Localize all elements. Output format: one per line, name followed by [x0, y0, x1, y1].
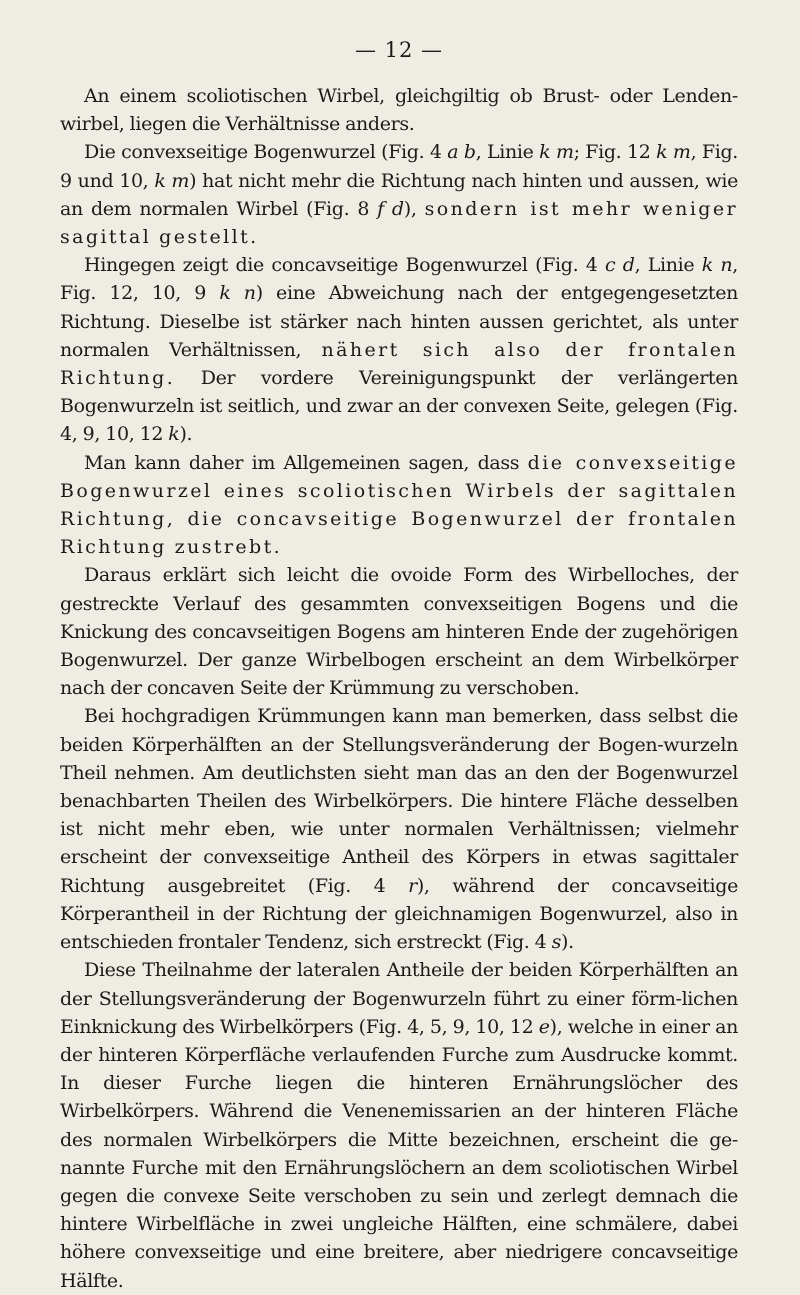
text-run: , Linie	[475, 141, 540, 164]
text-run: Daraus erklärt sich leicht die ovoide Form des Wirbelloches, der gestreckte Verlauf des gesammten convexseitigen Bogens und die Knickung des concavseitigen Bogens am hinteren Ende der zugehörigen Bogenwurzel. Der ganze Wirbelbogen erscheint an dem Wirbelkörper nach der concaven Seite der Krümmung zu verschoben.	[60, 564, 738, 700]
paragraph	[60, 251, 738, 448]
italic-label: r	[408, 874, 417, 897]
text-run: ).	[179, 423, 193, 446]
text-run: , Linie	[634, 254, 702, 277]
text-run: ) eine Abweichung nach der entgegengesetzten Richtung. Dieselbe ist stärker nach hinten aussen gerichtet, als unter normalen Verhältnissen,	[60, 282, 738, 361]
italic-label: k	[168, 423, 180, 446]
text-run: Diese Theilnahme der lateralen Antheile der beiden Körperhälften an der Stellungsveränderung der Bogenwurzeln führt zu einer förm-lichen Einknickung des Wirbelkörpers (Fig. 4, 5, 9, 10, 12	[60, 959, 738, 1038]
italic-label: k n	[219, 282, 256, 305]
text-run: ).	[561, 931, 574, 954]
italic-label: k m	[539, 141, 574, 164]
emphasized-text: die convexseitige Bogenwurzel eines scoliotischen Wirbels der sagittalen Richtung, die concavseitige Bogenwurzel der frontalen Richtung zustrebt.	[60, 451, 738, 559]
text-run: Die convexseitige Bogenwurzel (Fig. 4	[84, 141, 448, 164]
italic-label: e	[538, 1015, 550, 1038]
italic-label: k n	[701, 254, 733, 277]
body-text	[60, 82, 738, 1295]
paragraph	[60, 561, 738, 702]
text-run: ), welche in einer an der hinteren Körperfläche verlaufenden Furche zum Ausdrucke kommt. In dieser Furche liegen die hinteren Ernährungslöcher des Wirbelkörpers. Während die Venenemissarien an der hinteren Fläche des normalen Wirbelkörpers die Mitte bezeichnen, erscheint die ge-nannte Furche mit den Ernährungslöchern an dem scoliotischen Wirbel gegen die convexe Seite verschoben zu sein und zerlegt demnach die hintere Wirbelfläche in zwei ungleiche Hälften, eine schmälere, dabei höhere convexseitige und eine breitere, aber niedrigere concavseitige Hälfte.	[60, 1015, 738, 1292]
text-run: ),	[403, 197, 425, 220]
italic-label: k m	[154, 169, 190, 192]
italic-label: a b	[447, 141, 476, 164]
emphasized-text: nähert sich also der frontalen Richtung.	[60, 338, 738, 390]
text-run: , Fig. 12, 10, 9	[60, 254, 738, 305]
paragraph	[60, 956, 738, 1294]
italic-label: s	[551, 931, 562, 954]
paragraph	[60, 702, 738, 956]
italic-label: f d	[377, 197, 404, 220]
text-run: ), während der concavseitige Körperantheil in der Richtung der gleichnamigen Bogenwurzel, also in entschieden frontaler Tendenz, sich erstreckt (Fig. 4	[60, 874, 738, 954]
text-run: ) hat nicht mehr die Richtung nach hinten und aussen, wie an dem normalen Wirbel (Fig. 8	[60, 169, 738, 220]
italic-label: c d	[604, 254, 635, 277]
text-run: Hingegen zeigt die concavseitige Bogenwurzel (Fig. 4	[84, 254, 605, 277]
paragraph	[60, 82, 738, 138]
text-run: , Fig. 9 und 10,	[60, 141, 738, 192]
italic-label: k m	[656, 141, 691, 164]
text-run: Man kann daher im Allgemeinen sagen, dass	[84, 451, 528, 474]
paragraph	[60, 138, 738, 251]
text-run: An einem scoliotischen Wirbel, gleichgiltig ob Brust- oder Lenden-wirbel, liegen die Verhältnisse anders.	[60, 85, 738, 136]
page-number: — 12 —	[354, 38, 444, 62]
text-run: ; Fig. 12	[573, 141, 657, 164]
emphasized-text: sondern ist mehr weniger sagittal gestellt.	[60, 197, 738, 249]
text-run: Bei hochgradigen Krümmungen kann man bemerken, dass selbst die beiden Körperhälften an der Stellungsveränderung der Bogen-wurzeln Theil nehmen. Am deutlichsten sieht man das an den der Bogenwurzel benachbarten Theilen des Wirbelkörpers. Die hintere Fläche desselben ist nicht mehr eben, wie unter normalen Verhältnissen; vielmehr erscheint der convexseitige Antheil des Körpers in etwas sagittaler Richtung ausgebreitet (Fig. 4	[60, 705, 738, 897]
text-run: Der vordere Vereinigungspunkt der verlängerten Bogenwurzeln ist seitlich, und zwar an der convexen Seite, gelegen (Fig. 4, 9, 10, 12	[60, 367, 738, 446]
paragraph	[60, 449, 738, 562]
